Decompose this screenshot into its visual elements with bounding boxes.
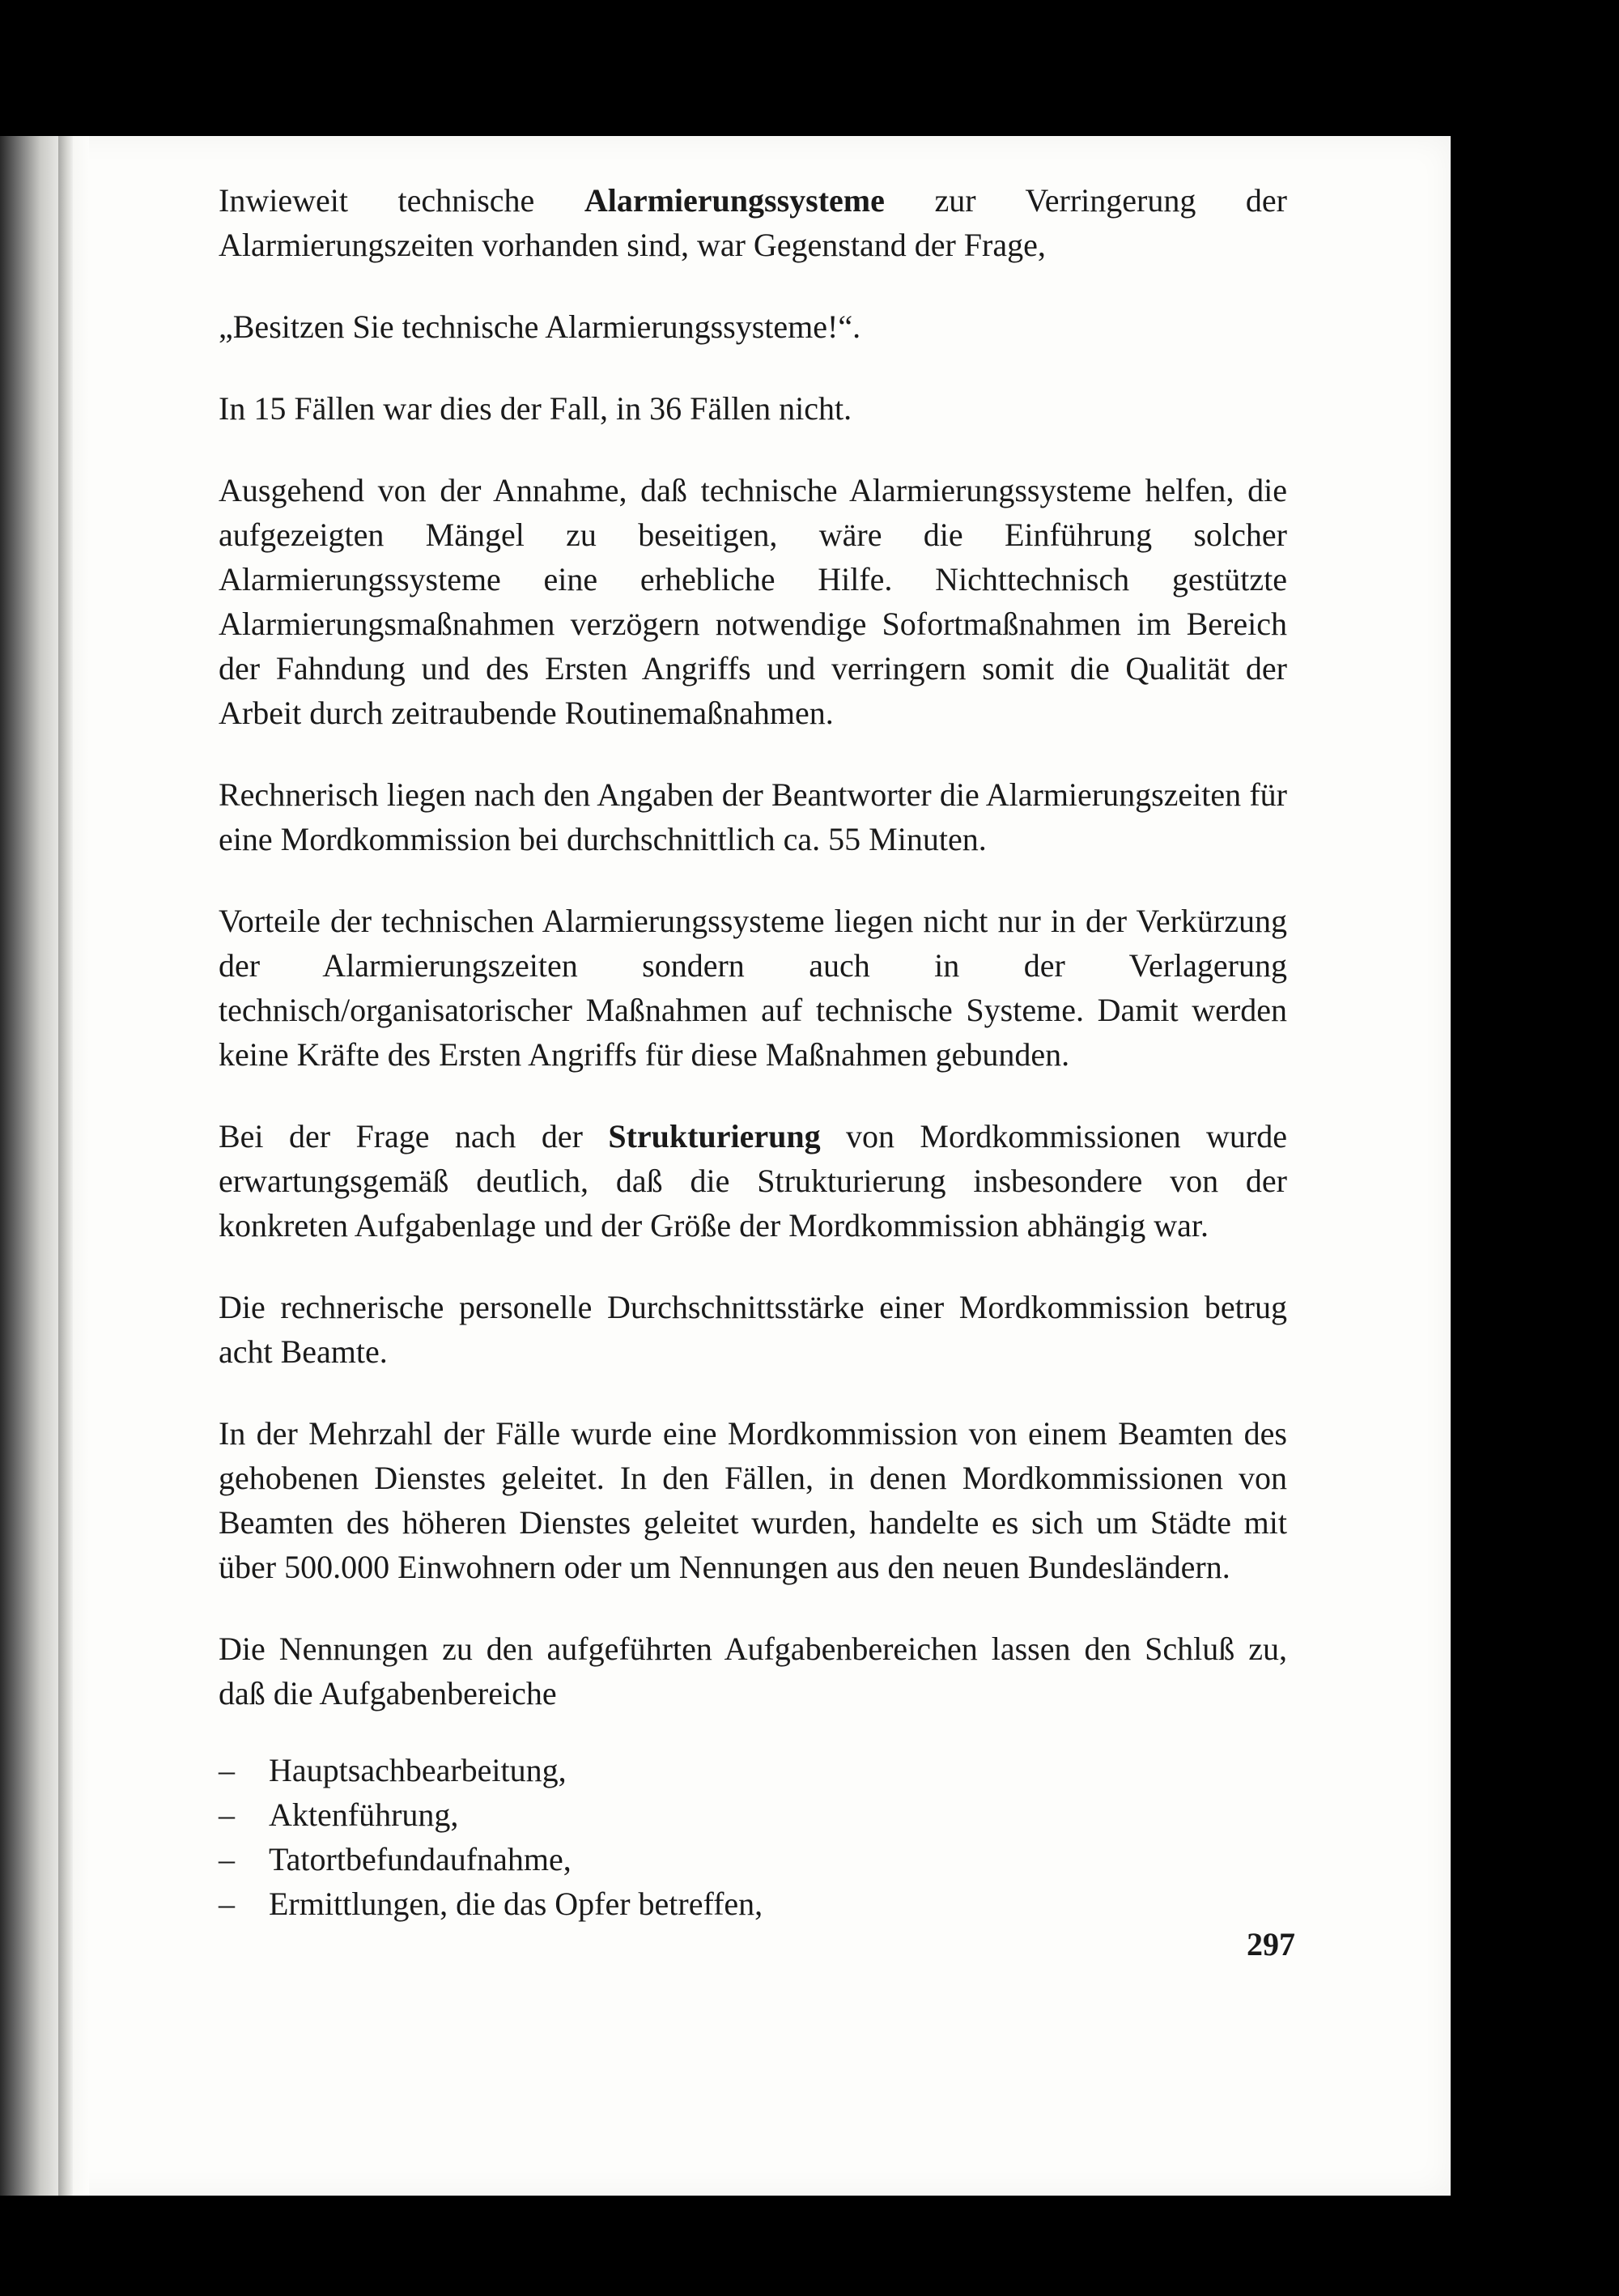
page-body [219, 178, 1287, 1926]
paragraph-question: „Besitzen Sie technische Alarmierungssysteme!“. [219, 308, 861, 345]
list-item [219, 1837, 1287, 1881]
dash-bullet: – [219, 1886, 235, 1922]
paragraph-text: zur Verringerung der Alarmierungszeiten vorhanden sind, war Gegenstand der Frage, [219, 182, 1287, 263]
paragraph-result: In 15 Fällen war dies der Fall, in 36 Fällen nicht. [219, 390, 852, 427]
list-item-text: Aktenführung, [269, 1796, 459, 1833]
paragraph-assumption: Ausgehend von der Annahme, daß technische Alarmierungssysteme helfen, die aufgezeigten Mängel zu beseitigen, wäre die Einführung solcher Alarmierungssysteme eine erhebliche Hilfe. Nichttechnisch gestützte Alarmierungsmaßnahmen verzögern notwendige Sofortmaßnahmen im Bereich der Fahndung und des Ersten Angriffs und verringern somit die Qualität der Arbeit durch zeitraubende Routinemaßnahmen. [219, 472, 1287, 731]
binding-edge [58, 136, 73, 2196]
scan-border-right [1451, 0, 1619, 2296]
keyword-bold: Alarmierungssysteme [584, 182, 885, 219]
dash-bullet: – [219, 1752, 235, 1788]
keyword-bold: Strukturierung [608, 1118, 821, 1154]
list-item [219, 1792, 1287, 1837]
paragraph-text: Bei der Frage nach der [219, 1118, 609, 1154]
page-gutter [0, 136, 89, 2196]
list-item-text: Hauptsachbearbeitung, [269, 1752, 567, 1788]
dash-bullet: – [219, 1796, 235, 1833]
list-item [219, 1748, 1287, 1792]
paragraph-alarm-times: Rechnerisch liegen nach den Angaben der Beantworter die Alarmierungszeiten für eine Mordkommission bei durchschnittlich ca. 55 Minuten. [219, 776, 1287, 857]
scan-border-top [0, 0, 1619, 136]
dash-bullet: – [219, 1841, 235, 1877]
paragraph-advantages: Vorteile der technischen Alarmierungssysteme liegen nicht nur in der Verkürzung der Alarmierungszeiten sondern auch in der Verlagerung technisch/organisatorischer Maßnahmen auf technische Systeme. Damit werden keine Kräfte des Ersten Angriffs für diese Maßnahmen gebunden. [219, 903, 1287, 1073]
paragraph-average-strength: Die rechnerische personelle Durchschnittsstärke einer Mordkommission betrug acht Beamte. [219, 1289, 1287, 1370]
page-number: 297 [1247, 1926, 1295, 1962]
paragraph-text: von Mordkommissionen wurde erwartungsgemäß deutlich, daß die Strukturierung insbesondere von der konkreten Aufgabenlage und der Größe der Mordkommission abhängig war. [219, 1118, 1287, 1244]
list-item [219, 1881, 1287, 1926]
paragraph-strukturierung [219, 1114, 1287, 1248]
list-item-text: Ermittlungen, die das Opfer betreffen, [269, 1886, 763, 1922]
task-list [219, 1748, 1287, 1926]
paragraph-leadership: In der Mehrzahl der Fälle wurde eine Mordkommission von einem Beamten des gehobenen Dienstes geleitet. In den Fällen, in denen Mordkommissionen von Beamten des höheren Dienstes geleitet wurden, handelte es sich um Städte mit über 500.000 Einwohnern oder um Nennungen aus den neuen Bundesländern. [219, 1415, 1287, 1585]
paragraph-text: Inwieweit technische [219, 182, 584, 219]
paragraph-alarmierungssysteme [219, 178, 1287, 267]
scan-border-bottom [0, 2196, 1619, 2296]
list-item-text: Tatortbefundaufnahme, [269, 1841, 572, 1877]
paragraph-tasks-intro: Die Nennungen zu den aufgeführten Aufgabenbereichen lassen den Schluß zu, daß die Aufgabenbereiche [219, 1631, 1287, 1711]
